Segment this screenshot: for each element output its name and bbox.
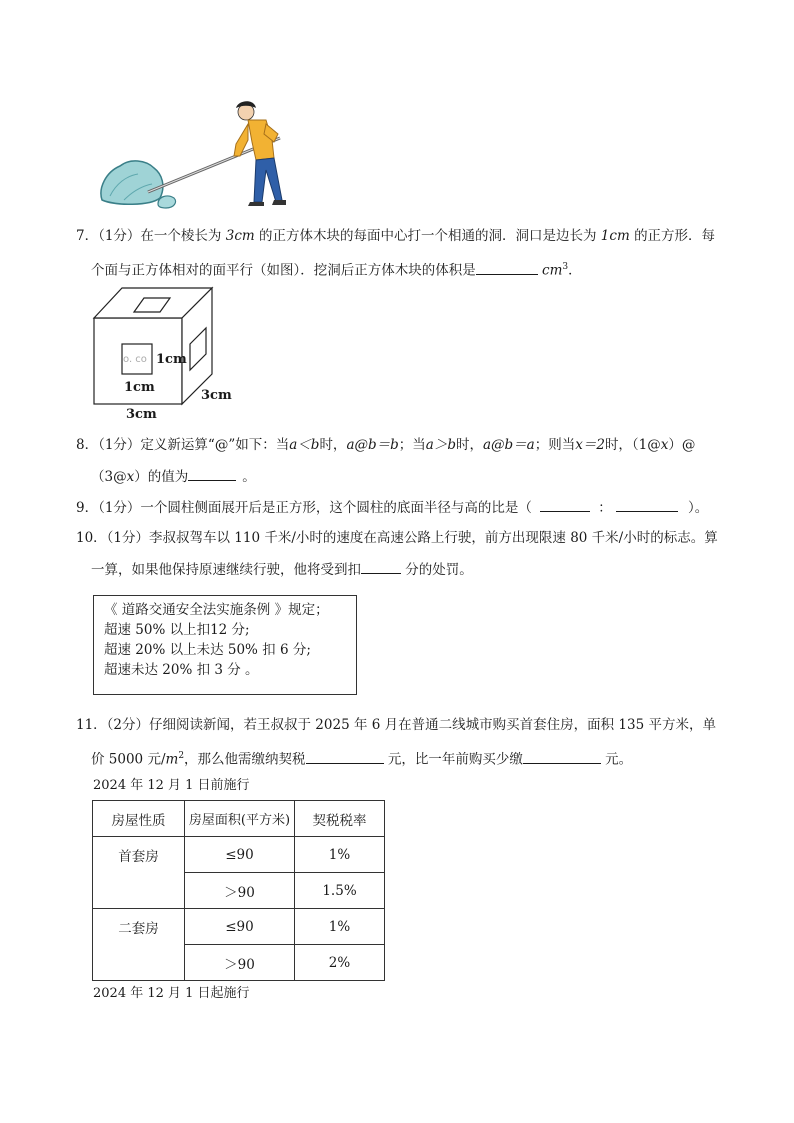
cube-label-depth: 3cm (201, 388, 232, 403)
rule-line: 超速 50% 以上扣12 分; (104, 622, 250, 638)
header-cell: 房屋性质 (93, 801, 185, 837)
q10-answer-blank[interactable] (361, 559, 401, 574)
table-caption-after: 2024 年 12 月 1 日起施行 (93, 986, 250, 1001)
q11-line2: 价 5000 元$/m^2$，那么他需缴纳契税 元，比一年前购买少缴 元。 (91, 746, 632, 770)
q10-line1: 10．（1分）李叔叔驾车以 110 千米/小时的速度在高速公路上行驶，前方出现限速 80 千米/小时的标志。算 (76, 530, 718, 546)
q9-blank-height[interactable] (616, 497, 678, 512)
table-cell: ＞90 (185, 873, 295, 909)
table-cell: 1% (295, 909, 385, 945)
header-cell: 契税税率 (295, 801, 385, 837)
q10-line2: 一算，如果他保持原速继续行驶，他将受到扣 分的处罚。 (91, 559, 473, 580)
table-cell: ＞90 (185, 945, 295, 981)
deed-tax-table (92, 800, 385, 981)
table-cell: 二套房 (93, 909, 185, 981)
q8-line1: 8．（1分）定义新运算“@”如下：当a＜b时，a@b＝b；当a＞b时，a@b＝a；则当x＝2时，（1@x）@ (76, 437, 696, 453)
table-caption-before: 2024 年 12 月 1 日前施行 (93, 778, 250, 793)
cube-label-hole-bottom: 1cm (124, 380, 155, 395)
q8-answer-blank[interactable] (188, 466, 236, 481)
table-cell: 首套房 (93, 837, 185, 909)
rule-line: 超速 20% 以上未达 50% 扣 6 分; (104, 642, 311, 658)
table-cell: 2% (295, 945, 385, 981)
header-cell: 房屋面积(平方米) (185, 801, 295, 837)
q11-tax-blank[interactable] (306, 749, 384, 764)
q11-line1: 11．（2分）仔细阅读新闻，若王叔叔于 2025 年 6 月在普通二线城市购买首套住房，面积 135 平方米，单 (76, 717, 716, 733)
table-cell: ≤90 (185, 837, 295, 873)
q7-line1: 7．（1分）在一个棱长为 3cm 的正方体木块的每面中心打一个相通的洞．洞口是边长为 1cm 的正方形．每 (76, 228, 716, 244)
cube-watermark: o. co (123, 354, 147, 365)
q8-line2: （3@x）的值为 。 (91, 466, 256, 487)
q7-answer-blank[interactable] (476, 260, 538, 275)
q11-saving-blank[interactable] (523, 749, 601, 764)
table-row (93, 837, 385, 873)
table-cell: 1.5% (295, 873, 385, 909)
cube-label-width: 3cm (126, 407, 157, 422)
rock-shape (101, 161, 163, 204)
cube-label-hole-side: 1cm (156, 352, 187, 367)
q9-line: 9．（1分）一个圆柱侧面展开后是正方形，这个圆柱的底面半径与高的比是（ ： ）。 (76, 497, 708, 518)
rule-line: 《 道路交通安全法实施条例 》规定； (104, 602, 329, 618)
table-header-row (93, 801, 385, 837)
rule-line: 超速未达 20% 扣 3 分 。 (104, 662, 259, 678)
q9-blank-radius[interactable] (540, 497, 590, 512)
table-cell: 1% (295, 837, 385, 873)
table-cell: ≤90 (185, 909, 295, 945)
traffic-rules-box (93, 595, 357, 695)
table-row (93, 909, 385, 945)
lever-rock-illustration (96, 100, 296, 210)
q7-line2: 个面与正方体相对的面平行（如图）．挖洞后正方体木块的体积是 $cm^3$． (91, 257, 582, 281)
